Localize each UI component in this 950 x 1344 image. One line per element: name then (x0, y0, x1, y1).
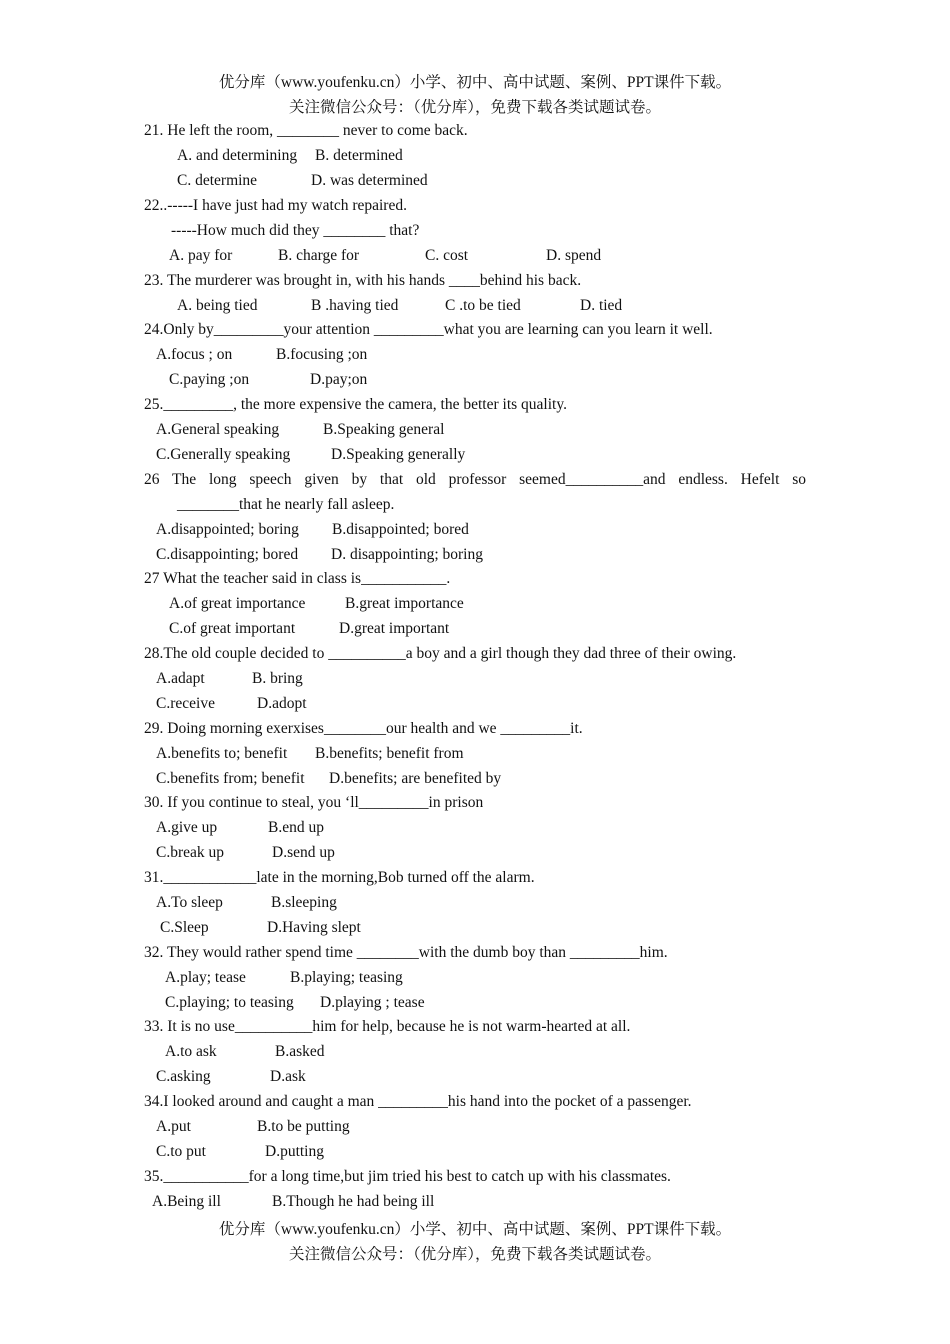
question-33-option-d: D.ask (270, 1068, 306, 1085)
question-32-option-d: D.playing ; tease (320, 994, 425, 1011)
question-29-stem: 29. Doing morning exerxises________our health and we _________it. (144, 720, 583, 737)
question-26-option-b: B.disappointed; bored (332, 521, 469, 538)
question-25-stem: 25._________, the more expensive the camera, the better its quality. (144, 396, 567, 413)
question-34-option-c: C.to put (156, 1143, 206, 1160)
question-27-option-a: A.of great importance (169, 595, 306, 612)
question-32-option-c: C.playing; to teasing (165, 994, 294, 1011)
question-24-option-c: C.paying ;on (169, 371, 250, 388)
question-26-option-c: C.disappointing; bored (156, 546, 299, 563)
question-33-stem: 33. It is no use__________him for help, because he is not warm-hearted at all. (144, 1018, 631, 1035)
question-34-option-b: B.to be putting (257, 1118, 350, 1135)
question-22-stem-2: -----How much did they ________ that? (171, 222, 420, 239)
question-26-option-d: D. disappointing; boring (331, 546, 483, 563)
question-23-option-c: C .to be tied (445, 297, 521, 314)
question-30-option-a: A.give up (156, 819, 218, 836)
question-25-option-c: C.Generally speaking (156, 446, 291, 463)
question-35-option-a: A.Being ill (152, 1193, 221, 1210)
question-23-option-b: B .having tied (311, 297, 399, 314)
question-29-option-a: A.benefits to; benefit (156, 745, 288, 762)
question-33-option-b: B.asked (275, 1043, 325, 1060)
question-30-option-b: B.end up (268, 819, 324, 836)
question-32-option-a: A.play; tease (165, 969, 246, 986)
question-28-option-a: A.adapt (156, 670, 205, 687)
question-31-stem: 31.____________late in the morning,Bob turned off the alarm. (144, 869, 535, 886)
question-30-stem: 30. If you continue to steal, you ‘ll_________in prison (144, 794, 484, 811)
question-22-option-a: A. pay for (169, 247, 233, 264)
question-24-option-d: D.pay;on (310, 371, 368, 388)
question-29-option-d: D.benefits; are benefited by (329, 770, 502, 787)
question-33-option-a: A.to ask (165, 1043, 217, 1060)
question-26-option-a: A.disappointed; boring (156, 521, 299, 538)
question-21-stem: 21. He left the room, ________ never to come back. (144, 122, 468, 139)
question-23-option-a: A. being tied (177, 297, 258, 314)
question-23-option-d: D. tied (580, 297, 623, 314)
question-31-option-a: A.To sleep (156, 894, 223, 911)
question-24-stem: 24.Only by_________your attention _________what you are learning can you learn it well. (144, 321, 713, 338)
question-30-option-c: C.break up (156, 844, 225, 861)
footer-line-1: 优分库（www.youfenku.cn）小学、初中、高中试题、案例、PPT课件下载。 (218, 1221, 732, 1238)
question-29-option-b: B.benefits; benefit from (315, 745, 464, 762)
question-34-option-d: D.putting (265, 1143, 324, 1160)
question-21-option-b: B. determined (315, 147, 403, 164)
question-22-stem: 22..-----I have just had my watch repaired. (144, 197, 407, 214)
question-22-option-d: D. spend (546, 247, 602, 264)
question-32-option-b: B.playing; teasing (290, 969, 403, 986)
question-28-option-d: D.adopt (257, 695, 307, 712)
question-34-option-a: A.put (156, 1118, 191, 1135)
question-28-stem: 28.The old couple decided to __________a boy and a girl though they dad three of their owing. (144, 645, 737, 662)
question-29-option-c: C.benefits from; benefit (156, 770, 305, 787)
question-28-option-b: B. bring (252, 670, 303, 687)
question-34-stem: 34.I looked around and caught a man _________his hand into the pocket of a passenger. (144, 1093, 692, 1110)
footer-line-2: 关注微信公众号：（优分库），免费下载各类试题试卷。 (288, 1246, 661, 1263)
question-32-stem: 32. They would rather spend time ________with the dumb boy than _________him. (144, 944, 668, 961)
question-22-option-c: C. cost (425, 247, 469, 264)
question-31-option-c: C.Sleep (160, 919, 209, 936)
question-24-option-a: A.focus ; on (156, 346, 233, 363)
question-21-option-d: D. was determined (311, 172, 428, 189)
question-35-stem: 35.___________for a long time,but jim tried his best to catch up with his classmates. (144, 1168, 671, 1185)
question-31-option-d: D.Having slept (267, 919, 361, 936)
header-line-1: 优分库（www.youfenku.cn）小学、初中、高中试题、案例、PPT课件下载。 (218, 74, 732, 91)
question-31-option-b: B.sleeping (271, 894, 337, 911)
question-27-option-d: D.great important (339, 620, 450, 637)
question-27-option-b: B.great importance (345, 595, 464, 612)
question-30-option-d: D.send up (272, 844, 335, 861)
question-26-stem-2: ________that he nearly fall asleep. (177, 496, 395, 513)
question-35-option-b: B.Though he had being ill (272, 1193, 435, 1210)
question-22-option-b: B. charge for (278, 247, 360, 264)
question-28-option-c: C.receive (156, 695, 215, 712)
question-25-option-b: B.Speaking general (323, 421, 445, 438)
question-27-option-c: C.of great important (169, 620, 296, 637)
question-25-option-d: D.Speaking generally (331, 446, 466, 463)
question-33-option-c: C.asking (156, 1068, 211, 1085)
question-21-option-c: C. determine (177, 172, 258, 189)
question-24-option-b: B.focusing ;on (276, 346, 368, 363)
question-26-stem: 26 The long speech given by that old professor seemed__________and endless. Hefelt so (144, 471, 806, 488)
question-21-option-a: A. and determining (177, 147, 298, 164)
header-line-2: 关注微信公众号：（优分库），免费下载各类试题试卷。 (288, 99, 661, 116)
question-27-stem: 27 What the teacher said in class is___________. (144, 570, 451, 587)
question-25-option-a: A.General speaking (156, 421, 280, 438)
question-23-stem: 23. The murderer was brought in, with his hands ____behind his back. (144, 272, 582, 289)
